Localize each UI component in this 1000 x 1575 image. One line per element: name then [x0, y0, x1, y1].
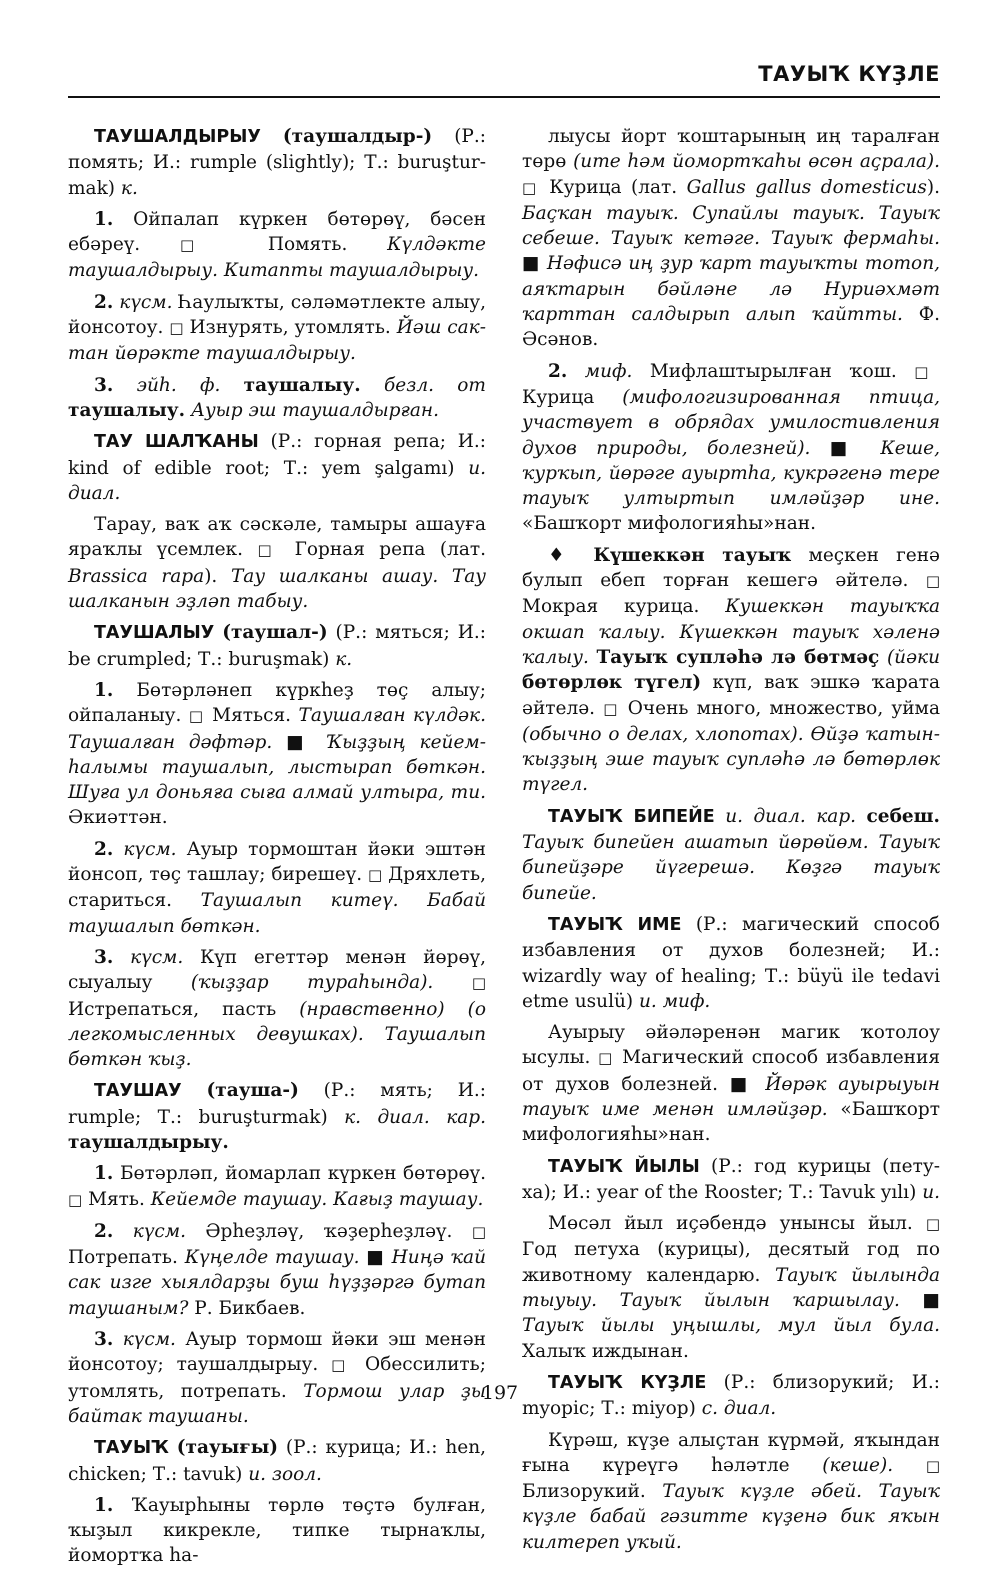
translation-marker: □: [925, 572, 940, 591]
text-run: (кеше).: [822, 1454, 894, 1476]
translation-marker: □: [925, 1215, 940, 1234]
text-run: Әкиәттән.: [68, 807, 168, 829]
headword: ТАУЫҠ КҮҘЛЕ: [548, 1372, 707, 1393]
text-run: (тауша-): [206, 1080, 299, 1102]
dictionary-paragraph: [522, 1211, 940, 1364]
text-run: 2.: [94, 838, 114, 860]
text-run: күсм.: [123, 838, 177, 860]
text-run: Потрепать.: [68, 1247, 185, 1269]
text-run: «Башҡорт мифологияһы»нан.: [522, 513, 816, 535]
text-run: [856, 806, 866, 827]
text-run: миф.: [584, 360, 633, 382]
text-run: Таушалып китеү. Бабай таушалып бөткән.: [68, 890, 486, 937]
translation-marker: □: [179, 236, 229, 255]
text-run: (тауығы): [176, 1437, 278, 1459]
text-run: Йөрәк ауырыуын тауыҡ име менән имләйҙәр.: [522, 1073, 940, 1120]
text-run: Таушалған күлдәк. Таушалған дәфтәр.: [68, 705, 486, 753]
text-run: лыусы йорт ҡоштарының иң таралған төрө: [522, 126, 940, 173]
text-run: (таушалдыр-): [282, 126, 433, 147]
translation-marker: □: [471, 974, 487, 993]
text-run: Тауыҡ йылы уңышлы, мул йыл була.: [522, 1315, 940, 1337]
text-run: [113, 1329, 122, 1350]
text-run: (обычно о делах, хлопотах). Өйҙә ҡатын-ҡыҙҙың эше тауыҡ супләһә лә бөтөрлөк түгел.: [522, 723, 940, 796]
translation-marker: □: [925, 1456, 940, 1475]
text-run: ).: [204, 565, 231, 587]
text-run: 2.: [548, 360, 568, 382]
text-run: күсм.: [119, 291, 173, 313]
text-run: и. диал.: [68, 457, 486, 504]
headword: ТАУШАЛЫУ: [94, 623, 215, 644]
text-run: Кушеккән тауыҡҡа окшап ҡалыу. Күшеккән тауыҡ хәленә ҡалыу.: [522, 596, 940, 668]
text-run: Тауыҡ күҙле әбей. Тауыҡ күҙле бабай гәзитте күҙенә бик яҡын килтереп уҡый.: [522, 1481, 940, 1553]
dictionary-paragraph: [522, 804, 940, 906]
dictionary-paragraph: [68, 290, 486, 367]
text-run: таушалыу.: [243, 374, 361, 396]
text-run: (йәки: [886, 646, 940, 668]
text-run: Мять.: [82, 1188, 151, 1210]
text-run: 2.: [94, 1220, 114, 1242]
text-run: (Р.: мяться; И.: be crumpled; Т.: buruşmak): [68, 622, 486, 670]
headword: ТАУЫҠ ЙЫЛЫ: [548, 1156, 700, 1177]
text-run: Күрәш, күҙе алыҫтан күрмәй, яҡындан ғына күреүгә һәләтле: [522, 1429, 940, 1476]
dictionary-paragraph: [68, 945, 486, 1072]
text-run: Курица (лат.: [539, 176, 687, 198]
text-run: бөтөрлөк түгел): [522, 672, 702, 694]
text-run: [434, 375, 457, 396]
text-run: Йәш сактан йөрәкте таушалдырыу.: [68, 317, 486, 365]
text-run: эйһ. ф.: [136, 374, 221, 396]
text-run: күсм.: [122, 1329, 176, 1351]
left-column: [68, 124, 486, 1575]
text-run: Халыҡ иждынан.: [522, 1340, 689, 1362]
text-run: Тауыҡ супләһә лә бөтмәҫ: [596, 646, 880, 668]
dictionary-paragraph: [68, 678, 486, 831]
text-run: к. диал. кар.: [344, 1106, 486, 1128]
text-run: ■: [272, 731, 326, 753]
text-run: Тауыҡ бипейен ашатып йөрөйөм. Тауыҡ бипейҙәре йүгерешә. Көҙгә тауыҡ бипейе.: [522, 832, 940, 904]
text-run: Мифлаштырылған ҡош.: [632, 360, 915, 382]
translation-marker: □: [331, 1356, 353, 1375]
text-run: Истрепаться, пасть: [68, 998, 300, 1020]
text-run: Близорукий.: [522, 1481, 663, 1503]
dictionary-paragraph: [68, 1161, 486, 1213]
text-run: 3.: [94, 374, 114, 396]
text-run: Мокрая курица.: [522, 596, 726, 618]
text-run: (Р.: мять; И.: rumple; Т.: buruşturmak): [68, 1080, 486, 1128]
text-run: Бөтәрләнеп күркһеҙ төҫ алыу; ойпаланыу.: [68, 679, 486, 727]
dictionary-paragraph: [522, 1020, 940, 1147]
text-run: [433, 972, 472, 993]
text-run: безл.: [384, 374, 434, 396]
dictionary-paragraph: [522, 1154, 940, 1206]
text-run: күсм.: [132, 1220, 186, 1242]
text-run: Brassica rapa: [68, 565, 205, 587]
text-run: Әрһеҙләү, ҡәҙерһеҙләү.: [185, 1220, 472, 1242]
headword: ТАУЫҠ: [94, 1438, 169, 1459]
text-run: (Р.: курица; И.: hen, chicken; Т.: tavuk): [68, 1437, 486, 1485]
text-run: [182, 1080, 207, 1101]
dictionary-paragraph: [68, 1327, 486, 1429]
text-run: Обессилить; утомлять, потрепать.: [68, 1354, 486, 1402]
text-run: Мөсәл йыл иҫәбендә унынсы йыл.: [548, 1213, 926, 1235]
text-run: меҫкен генә булып ебеп торған кешегә әйтелә.: [522, 544, 940, 592]
translation-marker: □: [522, 178, 540, 197]
text-run: Мяться.: [204, 705, 299, 727]
dictionary-paragraph: [68, 373, 486, 424]
text-run: «Башҡорт мифологияһы»нан.: [522, 1098, 941, 1146]
text-run: Кеше, ҡурҡып, йөрәге ауыртһа, кукрәгенә тере тауыҡ ултыртып имләйҙәр ине.: [522, 437, 940, 510]
text-run: Ф. Әсәнов.: [522, 304, 940, 351]
text-run: (Р.: год курицы (петуха); И.: year of the Rooster; Т.: Tavuk yılı): [522, 1155, 940, 1203]
text-run: Кейемде таушау. Кағыҙ таушау.: [150, 1188, 484, 1210]
dictionary-paragraph: [522, 543, 940, 798]
translation-marker: □: [68, 1190, 83, 1209]
right-column: [522, 124, 940, 1561]
text-run: (ите һәм йомортҡаһы өсөн аҫрала).: [573, 151, 941, 173]
text-run: Күлдәкте таушалдырыу. Китапты таушалдырыу.: [68, 234, 486, 282]
text-run: Магический способ избавления от духов болезней. ■: [522, 1047, 940, 1095]
text-run: Ҡыҙҙың кейем-һалымы таушалып, лыстырап бөткән. Шуға ул доньяға сыға алмай ултыра, ти.: [68, 731, 486, 804]
page-number: 197: [481, 1382, 519, 1404]
text-run: 1.: [94, 1494, 114, 1516]
dictionary-paragraph: [68, 124, 486, 201]
translation-marker: □: [169, 319, 184, 338]
dictionary-paragraph: [68, 512, 486, 614]
text-run: Бөтәрләп, йомарлап күркен бөтөрөү.: [113, 1163, 486, 1185]
text-run: ■: [522, 253, 547, 275]
text-run: [113, 839, 123, 860]
text-run: (Р.: близорукий; И.: myopic; Т.: miyop): [522, 1371, 940, 1420]
text-run: [361, 375, 384, 396]
headword: ТАУЫҠ ИМЕ: [548, 914, 682, 935]
text-run: Ауыр тормоштан йәки эштән йонсоп, төҫ ташлау; бирешеү.: [68, 838, 486, 886]
text-run: Күп егеттәр менән йөрөү, сыуалыу: [68, 946, 486, 994]
text-run: и. зоол.: [248, 1463, 322, 1485]
header-rule: [68, 96, 940, 98]
dictionary-paragraph: [522, 1428, 940, 1555]
text-run: Күшеккән тауыҡ: [593, 544, 792, 566]
text-run: (Р.: помять; И.: rumple (slightly); Т.: buruşturmak): [68, 126, 486, 199]
text-run: Горная репа (лат.: [280, 539, 486, 561]
text-run: Изнурять, утомлять.: [183, 317, 397, 339]
dictionary-paragraph: [68, 1078, 486, 1155]
dictionary-paragraph: [522, 912, 940, 1014]
text-run: Курица: [522, 386, 623, 408]
text-run: от: [457, 374, 486, 396]
text-run: Ауырыу әйәләренән магик ҡотолоу ысулы.: [522, 1022, 940, 1069]
headword: ТАУШАЛДЫРЫУ: [94, 127, 261, 147]
dictionary-paragraph: [522, 124, 940, 353]
translation-marker: □: [471, 1222, 486, 1241]
text-run: ♦: [548, 544, 594, 566]
text-run: Дряхлеть, стариться.: [68, 864, 486, 912]
text-run: [589, 647, 597, 668]
translation-marker: □: [367, 866, 383, 885]
text-run: 1.: [94, 1163, 114, 1185]
text-run: [169, 1437, 177, 1458]
text-run: [893, 1455, 926, 1476]
headword: ТАУЫҠ БИПЕЙЕ: [548, 806, 715, 827]
headword: ТАУШАУ: [94, 1081, 182, 1102]
text-run: Күңелде таушау.: [184, 1247, 360, 1269]
text-run: Ойпалап күркен бөтөрөү, бәсен ебәреү.: [68, 208, 486, 256]
text-run: [113, 375, 136, 396]
text-run: (нравственно) (о легкомысленных девушках). Таушалып бөткән ҡыҙ.: [68, 998, 486, 1071]
text-run: Тау шалканы ашау. Тау шалканын эҙләп табыу.: [68, 565, 487, 613]
text-run: [113, 1221, 132, 1242]
text-run: и. миф.: [639, 990, 711, 1012]
text-run: Нәфисә иң ҙур ҡарт тауыҡты тотоп, аяҡтарын бәйләне лә Нуриәхмәт ҡарттан салдырып алып ҡайтты.: [522, 253, 940, 326]
text-run: (ҡыҙҙар тураһында).: [190, 972, 434, 994]
text-run: 2.: [94, 291, 114, 313]
text-run: к.: [120, 177, 138, 199]
text-run: 3.: [94, 946, 114, 968]
text-run: ■: [359, 1247, 392, 1269]
text-run: Помять.: [228, 234, 388, 256]
text-run: Р. Бикбаев.: [188, 1297, 306, 1319]
text-run: (таушал-): [222, 622, 328, 644]
text-run: Ауыр эш таушалдырған.: [190, 399, 439, 421]
text-run: (Р.: горная репа; И.: kind of edible root; Т.: yem şalgamı): [68, 431, 487, 479]
dictionary-paragraph: [68, 207, 486, 284]
translation-marker: □: [603, 699, 620, 718]
text-run: [220, 375, 243, 396]
text-run: себеш.: [866, 805, 940, 827]
dictionary-paragraph: [68, 837, 486, 939]
dictionary-paragraph: [68, 620, 486, 672]
text-run: [113, 947, 130, 968]
text-run: Gallus gallus domesticus: [686, 176, 927, 198]
text-run: (мифологизированная птица, участвует в обрядах умилостивления духов природы, болезней).: [522, 386, 940, 459]
running-head: ТАУЫҠ КҮҘЛЕ: [758, 62, 940, 86]
text-run: Тауыҡ йылында тыуыу. Тауыҡ йылын ҡаршылау.: [522, 1264, 941, 1312]
text-run: Ауыр тормош йәки эш менән йонсотоу; таушалдырыу.: [68, 1329, 486, 1376]
text-run: таушалдырыу.: [68, 1131, 229, 1153]
text-run: ■: [810, 437, 881, 459]
translation-marker: □: [257, 541, 281, 560]
dictionary-paragraph: [68, 1219, 486, 1321]
text-run: күсм.: [130, 946, 184, 968]
text-run: 1.: [94, 208, 114, 230]
text-run: и. диал. кар.: [725, 805, 857, 827]
text-run: (Р.: магический способ избавления от духов болезней; И.: wizardly way of healing; Т.: büyü ile tedavi etme usulü): [522, 913, 941, 1012]
text-run: с. диал.: [701, 1398, 777, 1420]
text-run: и.: [922, 1181, 940, 1203]
text-run: [715, 806, 725, 827]
text-run: Баҫҡан тауыҡ. Супайлы тауыҡ. Тауыҡ себеше. Тауыҡ кетәге. Тауыҡ фермаһы.: [522, 202, 940, 250]
text-run: күп, ваҡ эшкә ҡарата әйтелә.: [522, 672, 941, 719]
headword: ТАУ ШАЛҠАНЫ: [94, 432, 259, 453]
translation-marker: □: [188, 707, 205, 726]
text-run: Тарау, ваҡ аҡ сәскәле, тамыры ашауға яраҡлы үсемлек.: [68, 514, 486, 561]
dictionary-paragraph: [522, 359, 940, 537]
text-run: Год петуха (курицы), десятый год по животному календарю.: [522, 1239, 940, 1286]
text-run: [879, 647, 887, 668]
text-run: Ниңә ҡай сак изге хыялдарҙы буш һүҙҙәргә бутап таушаным?: [68, 1247, 486, 1319]
text-run: [261, 126, 283, 147]
text-run: 1.: [94, 679, 114, 701]
text-run: Очень много, множество, уйма: [619, 697, 940, 719]
text-run: к.: [335, 648, 353, 670]
dictionary-paragraph: [68, 429, 486, 506]
text-run: Һаулыҡты, сәләмәтлекте алыу, йонсотоу.: [68, 291, 486, 339]
text-run: ■: [899, 1290, 940, 1312]
translation-marker: □: [598, 1049, 615, 1068]
text-run: 3.: [94, 1329, 114, 1351]
text-run: Ҡауырһыны төрлө төҫтә булған, ҡыҙыл кикрекле, типке тырнаҡлы, йомортҡа һа-: [68, 1494, 486, 1567]
text-run: Тормош улар ҙы байтак таушаны.: [68, 1380, 486, 1427]
dictionary-paragraph: [68, 1435, 486, 1487]
text-run: таушалыу.: [68, 399, 186, 421]
dictionary-paragraph: [68, 1493, 486, 1569]
text-run: [567, 361, 584, 382]
text-run: ).: [926, 176, 940, 198]
translation-marker: □: [914, 362, 940, 381]
